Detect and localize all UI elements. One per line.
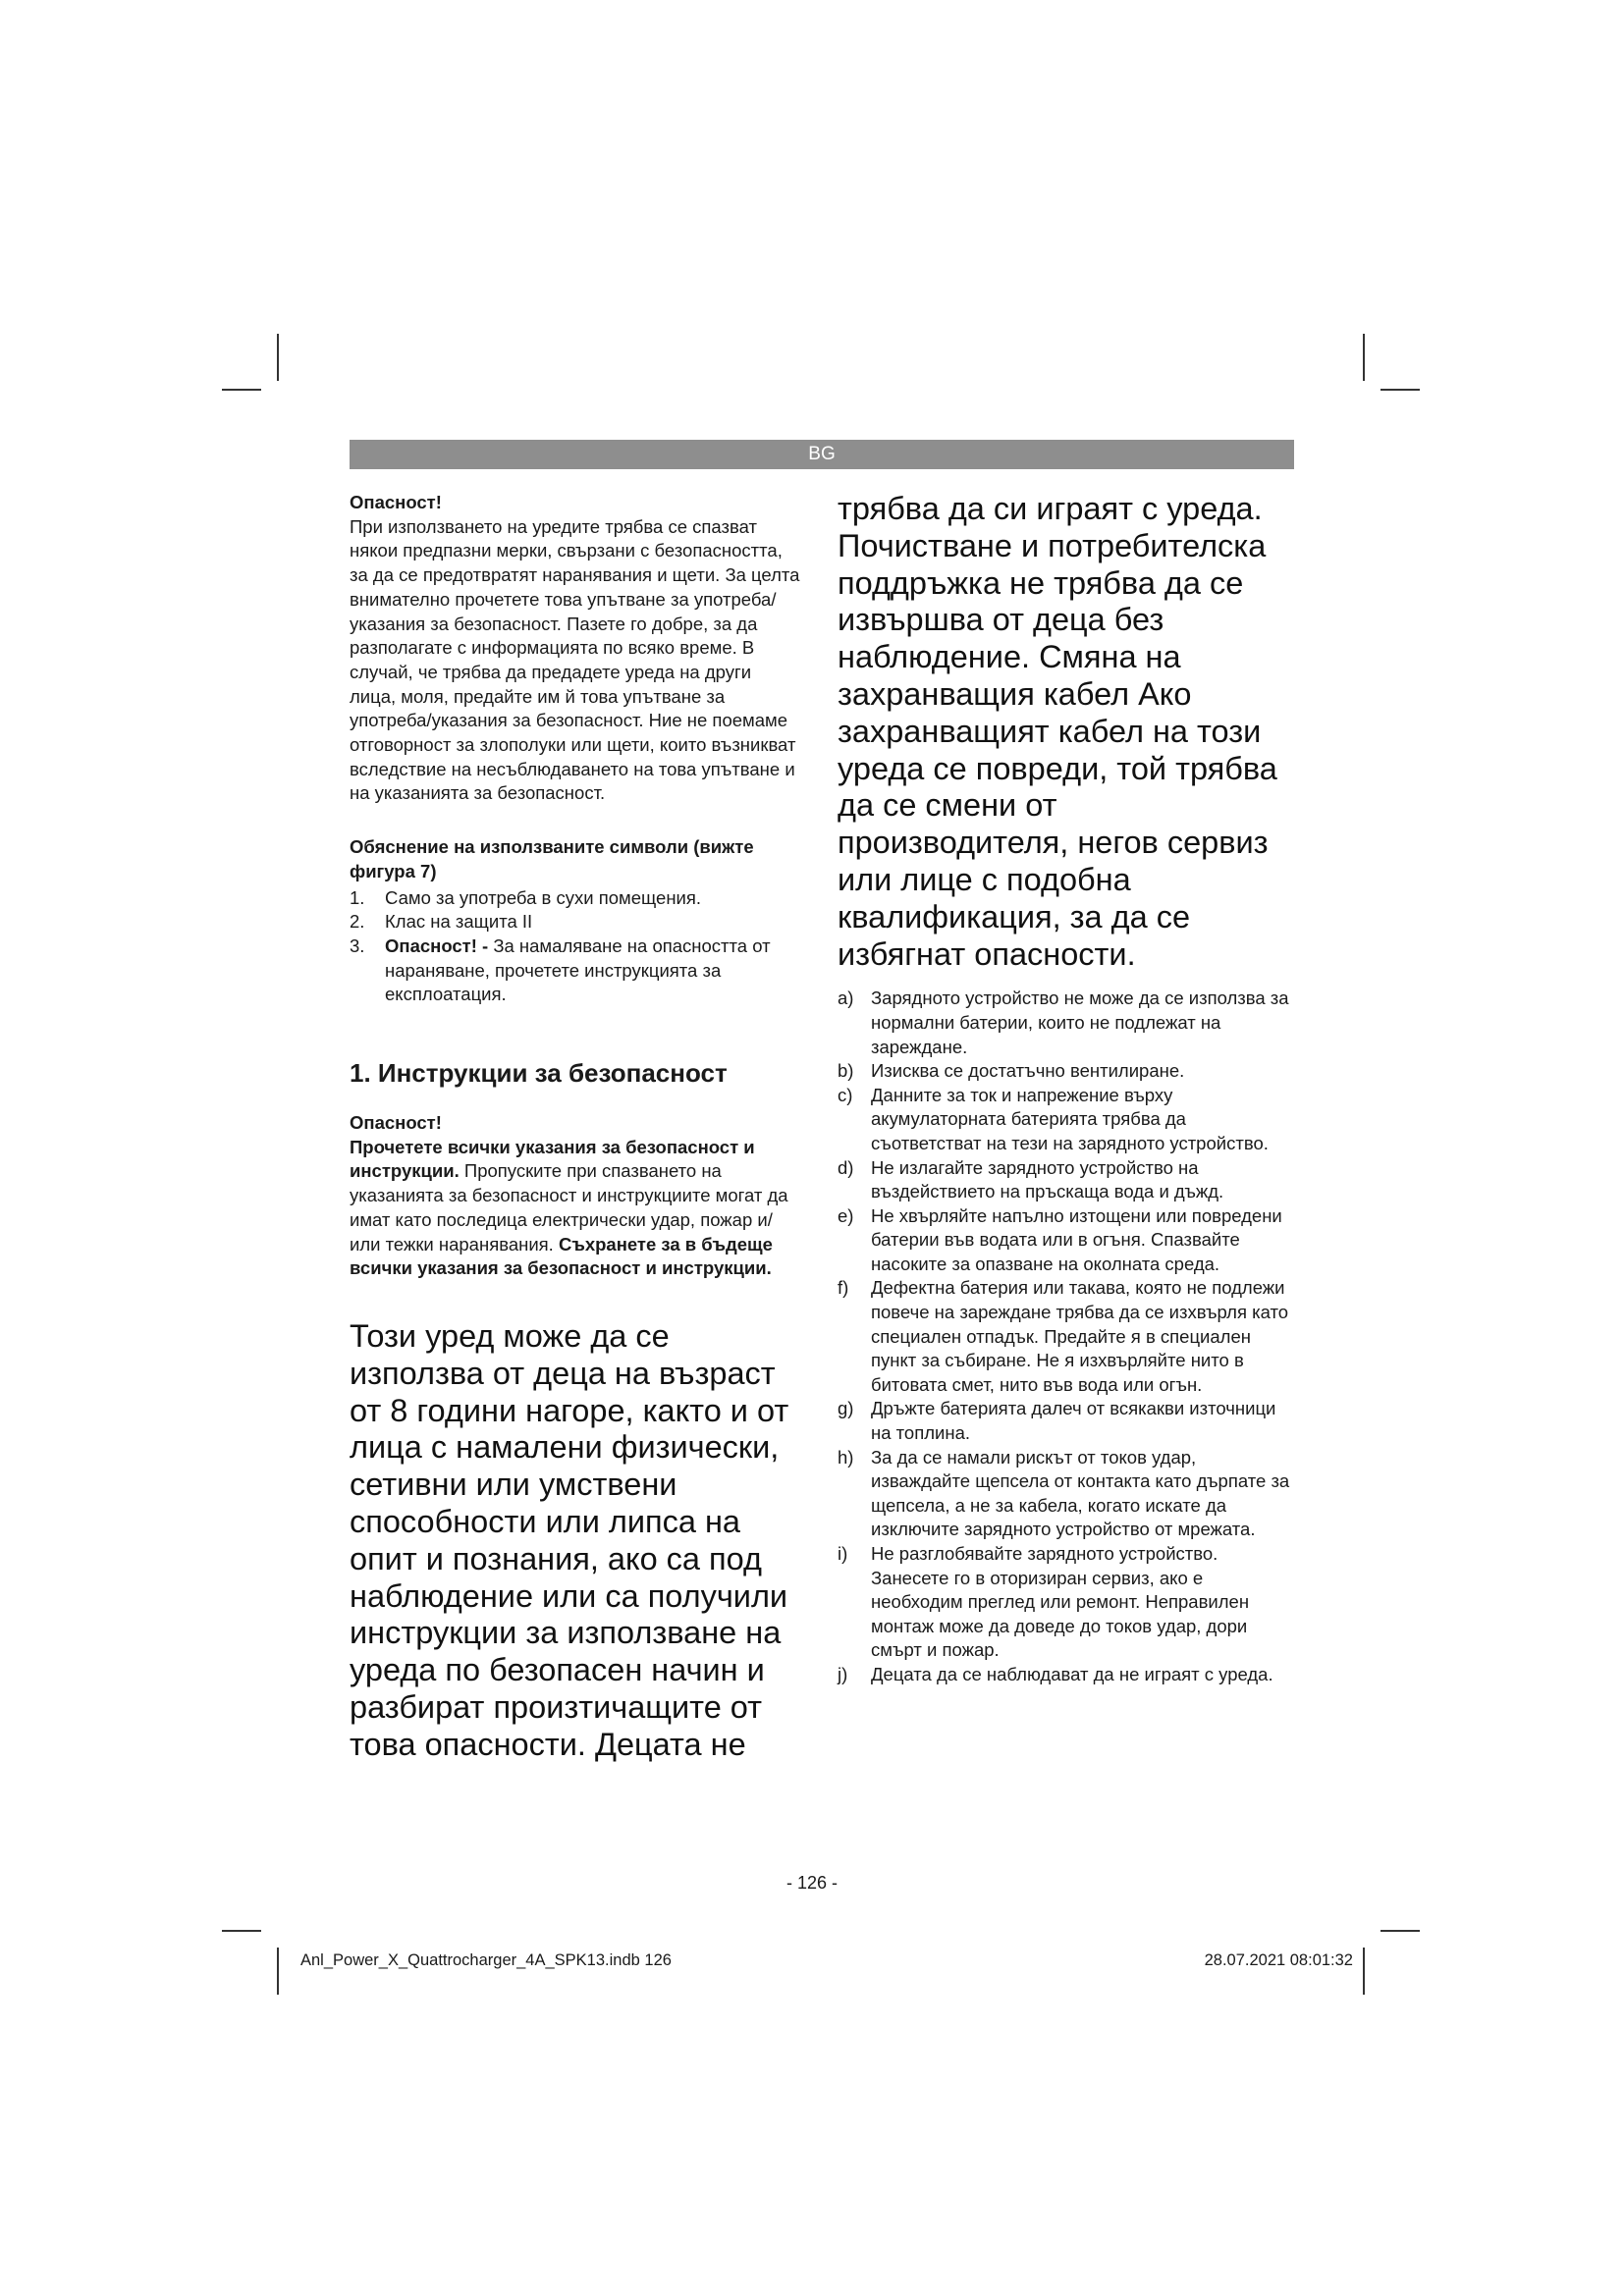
crop-mark	[1363, 1948, 1365, 1995]
symbols-list	[350, 886, 801, 1008]
list-text: За да се намали рискът от токов удар, изваждайте щепсела от контакта като дърпате за щепсела, а не за кабела, когато искате да изключите зарядното устройство от мрежата.	[871, 1446, 1290, 1540]
list-item	[350, 934, 801, 1007]
warning2-title: Опасност!	[350, 1112, 442, 1134]
crop-mark	[277, 334, 279, 381]
warning2-bold-lead: Прочетете всички указания за безопасност и инструкции.	[350, 1136, 755, 1182]
list-text: Данните за ток и напрежение върху акумулаторната батерията трябва да съответстват на тези на зарядното устройство.	[871, 1084, 1269, 1153]
list-letter: e)	[838, 1204, 854, 1226]
language-header-bar	[350, 440, 1294, 469]
list-text: Не излагайте зарядното устройство на въздействието на пръскаща вода и дъжд.	[871, 1156, 1224, 1202]
list-text: Дръжте батерията далеч от всякакви източници на топлина.	[871, 1398, 1276, 1444]
list-text: Не хвърляйте напълно изтощени или повредени батерии във водата или в огъня. Спазвайте насоките за опазване на околната среда.	[871, 1204, 1282, 1274]
crop-mark	[1380, 389, 1420, 391]
list-item	[350, 910, 801, 934]
crop-mark	[1380, 1930, 1420, 1932]
safety-list	[838, 987, 1294, 1686]
crop-mark	[222, 389, 261, 391]
list-number: 3.	[350, 934, 365, 956]
footer-file-name: Anl_Power_X_Quattrocharger_4A_SPK13.indb 126	[300, 1951, 672, 1969]
warning2-bold-tail: Съхранете за в бъдеще всички указания за безопасност и инструкции.	[350, 1233, 773, 1279]
list-letter: g)	[838, 1398, 854, 1419]
left-column	[350, 491, 801, 1764]
list-text: За намаляване на опасността от нараняване, прочетете инструкцията за експлоатация.	[385, 934, 771, 1005]
footer-timestamp: 28.07.2021 08:01:32	[1204, 1951, 1353, 1969]
list-letter: d)	[838, 1156, 854, 1178]
list-text: Зарядното устройство не може да се използва за нормални батерии, които не подлежат на зареждане.	[871, 988, 1289, 1057]
list-bold-text: Опасност! -	[385, 934, 489, 956]
list-item	[838, 1204, 1294, 1277]
list-letter: a)	[838, 988, 854, 1009]
list-text: Изисква се достатъчно вентилиране.	[871, 1060, 1185, 1082]
list-item	[838, 1084, 1294, 1156]
list-item	[838, 1397, 1294, 1445]
list-letter: i)	[838, 1543, 848, 1565]
list-item	[838, 1663, 1294, 1687]
list-text: Клас на защита II	[385, 911, 533, 933]
section-heading: 1. Инструкции за безопасност	[350, 1058, 728, 1089]
list-letter: j)	[838, 1663, 848, 1684]
list-letter: h)	[838, 1446, 854, 1468]
list-letter: c)	[838, 1084, 853, 1105]
list-text: Дефектна батерия или такава, която не подлежи повече на зареждане трябва да се изхвърля като специален отпадък. Предайте я в специален пункт за събиране. Не я изхвърляйте нито в битовата смет, нито във вода или огън.	[871, 1277, 1289, 1395]
warning-text: При използването на уредите трябва се спазват някои предпазни мерки, свързани с безопасността, за да се предотвратят наранявания и щети. За целта внимателно прочетете това упътване за употреба/ указания за безопасност. Пазете го добре, за да разполагате с информацията по всяко време. В случай, че трябва да предадете уреда на други лица, моля, предайте им й това упътване за употреба/указания за безопасност. Ние не поемаме отговорност за злополуки или щети, които възникват вследствие на несъблюдаването на това упътване и на указанията за безопасност.	[350, 515, 800, 804]
symbols-title: Обяснение на използваните символи (вижте фигура 7)	[350, 836, 754, 881]
list-number: 1.	[350, 886, 365, 908]
crop-mark	[277, 1948, 279, 1995]
list-text: Само за употреба в сухи помещения.	[385, 886, 702, 908]
crop-mark	[222, 1930, 261, 1932]
list-item	[838, 1446, 1294, 1542]
crop-mark	[1363, 334, 1365, 381]
list-item	[838, 1276, 1294, 1397]
list-item	[350, 886, 801, 911]
language-code: BG	[808, 444, 836, 464]
list-item	[838, 1542, 1294, 1663]
list-number: 2.	[350, 911, 365, 933]
right-column	[838, 491, 1294, 1687]
list-letter: f)	[838, 1277, 849, 1299]
list-item	[838, 1156, 1294, 1204]
page-number: - 126 -	[785, 1873, 839, 1893]
warning2-body: Пропуските при спазването на указанията за безопасност и инструкциите могат да имат като последица електрически удар, пожар и/или тежки наранявания.	[350, 1160, 788, 1255]
warning2-text	[350, 1136, 801, 1281]
warning-title: Опасност!	[350, 492, 442, 512]
list-letter: b)	[838, 1060, 854, 1082]
large-notice-text: Този уред може да се използва от деца на възраст от 8 години нагоре, както и от лица с намалени физически, сетивни или умствени способности или липса на опит и познания, ако са под наблюдение или са получили инструкции за използване на уреда по безопасен начин и разбират произтичащите от това опасности. Децата не	[350, 1317, 789, 1762]
list-item	[838, 1059, 1294, 1084]
list-text: Не разглобявайте зарядното устройство. Занесете го в оторизиран сервиз, ако е необходим преглед или ремонт. Неправилен монтаж може да доведе до токов удар, дори смърт и пожар.	[871, 1543, 1250, 1661]
list-item	[838, 987, 1294, 1059]
large-notice-continuation: трябва да си играят с уреда. Почистване и потребителска поддръжка не трябва да се извършва от деца без наблюдение. Смяна на захранващия кабел Ако захранващият кабел на този уреда се повреди, той трябва да се смени от производителя, негов сервиз или лице с подобна квалификация, за да се избягнат опасности.	[838, 491, 1277, 972]
list-text: Децата да се наблюдават да не играят с уреда.	[871, 1663, 1273, 1684]
